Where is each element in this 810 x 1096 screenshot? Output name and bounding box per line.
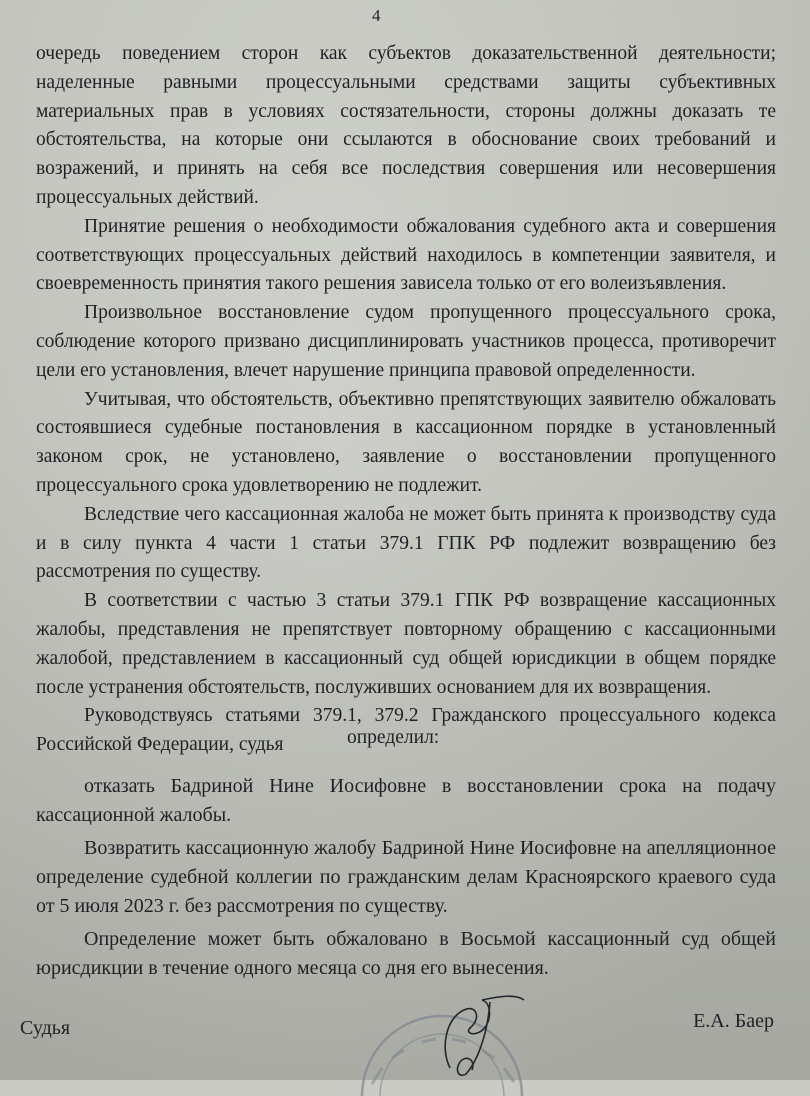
paragraph-appeal-decision: Принятие решения о необходимости обжалования судебного акта и совершения соответствующих процессуальных действий находилось в компетенции заявителя, и своевременность принятия такого решения зависела только от его волеизъявления. bbox=[36, 215, 776, 295]
body-text bbox=[36, 40, 776, 760]
paragraph-evidence: очередь поведением сторон как субъектов доказательственной деятельности; наделенные равными процессуальными средствами защиты субъективных материальных прав в условиях состязательности, стороны должны доказать те обстоятельства, на которые они ссылаются в обоснование своих требований и возражений, и принять на себя все последствия совершения или несовершения процессуальных действий. bbox=[36, 43, 776, 208]
paragraph-accordance: В соответствии с частью 3 статьи 379.1 ГПК РФ возвращение кассационных жалобы, представления не препятствует повторному обращению с кассационными жалобой, представлением в кассационный суд общей юрисдикции в общем порядке после устранения обстоятельств, послуживших основанием для их возвращения. bbox=[36, 590, 776, 698]
decision-heading: определил: bbox=[347, 727, 440, 748]
judge-name: Е.А. Баер bbox=[693, 1010, 774, 1032]
judge-label: Судья bbox=[20, 1017, 71, 1039]
paragraph-considering: Учитывая, что обстоятельств, объективно препятствующих заявителю обжаловать состоявшиеся судебные постановления в кассационном порядке в установленный законом срок, не установлено, заявление о восстановлении пропущенного процессуального срока удовлетворению не подлежит. bbox=[36, 388, 776, 496]
paragraph-guided-by: Руководствуясь статьями 379.1, 379.2 Гражданского процессуального кодекса Российской Федерации, судья bbox=[36, 705, 776, 756]
paragraph-arbitrary-restoration: Произвольное восстановление судом пропущенного процессуального срока, соблюдение которого призвано дисциплинировать участников процесса, противоречит цели его установления, влечет нарушение принципа правовой определенности. bbox=[36, 302, 776, 381]
resolution-return: Возвратить кассационную жалобу Бадриной Нине Иосифовне на апелляционное определение судебной коллегии по гражданским делам Красноярского краевого суда от 5 июля 2023 г. без рассмотрения по существу. bbox=[36, 837, 776, 917]
resolution-block bbox=[36, 772, 776, 987]
resolution-appeal: Определение может быть обжаловано в Восьмой кассационный суд общей юрисдикции в течение одного месяца со дня его вынесения. bbox=[36, 928, 776, 979]
paragraph-consequence: Вследствие чего кассационная жалоба не может быть принята к производству суда и в силу пункта 4 части 1 статьи 379.1 ГПК РФ подлежит возвращению без рассмотрения по существу. bbox=[36, 503, 776, 583]
page-number: 4 bbox=[372, 6, 381, 25]
handwritten-signature bbox=[420, 988, 530, 1078]
resolution-refuse: отказать Бадриной Нине Иосифовне в восстановлении срока на подачу кассационной жалобы. bbox=[36, 775, 776, 826]
